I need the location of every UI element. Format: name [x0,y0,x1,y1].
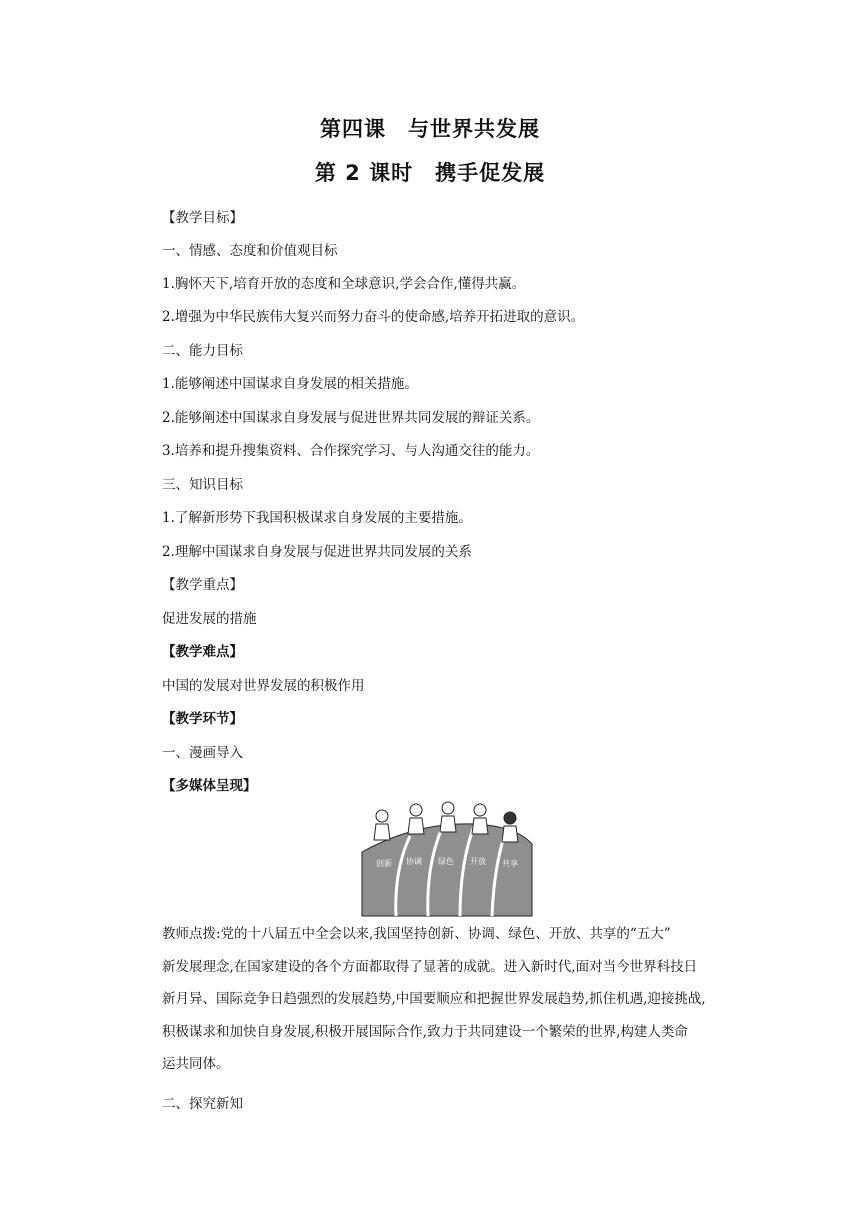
comic-label-sharing: 共享 [502,859,518,868]
teacher-note-paragraph [162,918,732,1081]
lesson-title: 第四课 与世界共发展 [320,117,540,141]
comic-label-openness: 开放 [470,857,486,866]
comic-label-green: 绿色 [438,857,454,866]
heading-key-points: 【教学重点】 [162,577,243,593]
heading-difficult-points: 【教学难点】 [162,644,243,660]
period-title: 第 2 课时 携手促发展 [314,161,546,185]
objective-section-2: 二、能力目标 [162,343,243,359]
teacher-note-line: 教师点拨:党的十八届五中全会以来,我国坚持创新、协调、绿色、开放、共享的“五大” [162,926,671,942]
heading-teaching-objectives: 【教学目标】 [162,210,243,226]
difficult-point-text: 中国的发展对世界发展的积极作用 [162,678,365,694]
heading-teaching-steps: 【教学环节】 [162,711,243,727]
five-concepts-comic [356,800,534,918]
objective-item: 3.培养和提升搜集资料、合作探究学习、与人沟通交往的能力。 [162,443,540,459]
heading-multimedia: 【多媒体呈现】 [162,778,257,794]
comic-label-innovation: 创新 [376,859,392,868]
step-one-heading: 一、漫画导入 [162,745,243,761]
objective-item: 2.能够阐述中国谋求自身发展与促进世界共同发展的辩证关系。 [162,410,540,426]
objective-item: 1.胸怀天下,培育开放的态度和全球意识,学会合作,懂得共赢。 [162,276,526,292]
objective-item: 2.增强为中华民族伟大复兴而努力奋斗的使命感,培养开拓进取的意识。 [162,309,585,325]
objective-item: 1.能够阐述中国谋求自身发展的相关措施。 [162,376,418,392]
objective-section-3: 三、知识目标 [162,477,243,493]
key-point-text: 促进发展的措施 [162,611,257,627]
step-two-heading: 二、探究新知 [162,1096,243,1112]
comic-label-coordination: 协调 [406,857,422,866]
objective-item: 1.了解新形势下我国积极谋求自身发展的主要措施。 [162,510,472,526]
teacher-note-line: 运共同体。 [162,1056,230,1072]
teacher-note-line: 新月异、国际竞争日趋强烈的发展趋势,中国要顺应和把握世界发展趋势,抓住机遇,迎接挑战, [162,991,706,1007]
teacher-note-line: 新发展理念,在国家建设的各个方面都取得了显著的成就。进入新时代,面对当今世界科技日 [162,958,698,975]
teacher-note-line: 积极谋求和加快自身发展,积极开展国际合作,致力于共同建设一个繁荣的世界,构建人类命 [162,1023,688,1040]
objective-section-1: 一、情感、态度和价值观目标 [162,243,338,259]
objective-item: 2.理解中国谋求自身发展与促进世界共同发展的关系 [162,544,472,560]
